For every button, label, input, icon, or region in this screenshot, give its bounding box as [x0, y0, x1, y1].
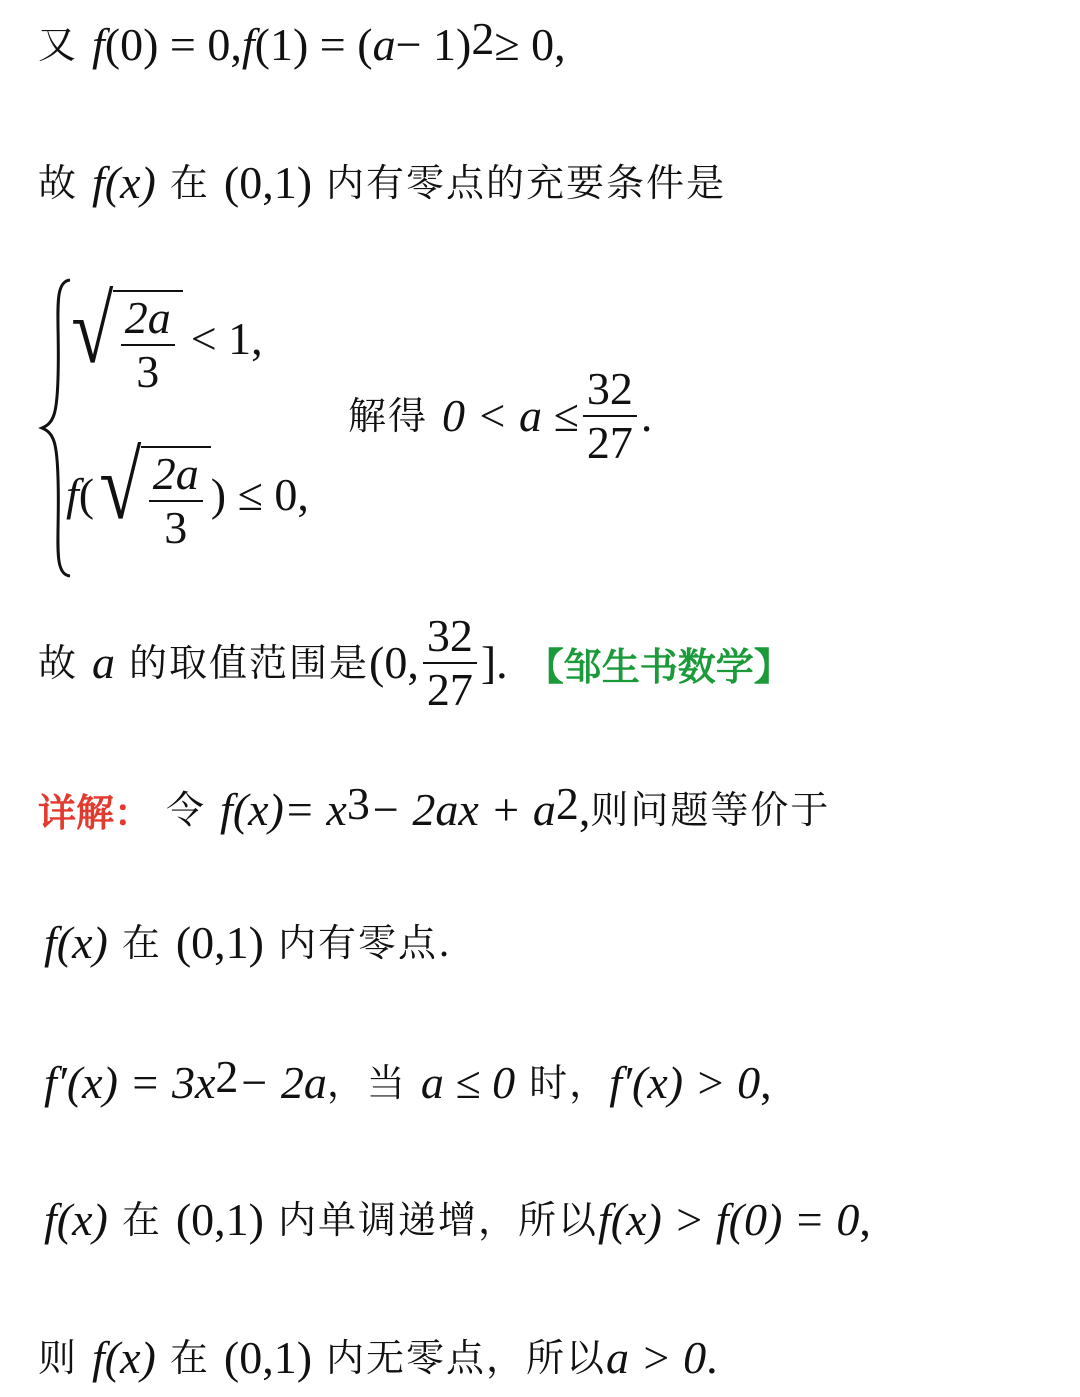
text-ling: 令: [166, 787, 207, 832]
line-3: [38, 612, 792, 715]
numerator: 2a: [152, 448, 199, 499]
math-lparen: (: [78, 469, 95, 521]
math-comma: ,: [578, 783, 591, 835]
text-range: 的取值范围是: [129, 641, 370, 686]
text-no-zero: 内无零点，所以: [326, 1336, 607, 1380]
numerator: 32: [426, 610, 473, 661]
math-ineq: 0 < a ≤: [442, 390, 579, 442]
math-x: (x): [56, 917, 108, 968]
line-4: [38, 777, 831, 837]
denominator: 27: [426, 664, 473, 716]
math-a-gt0: a > 0: [606, 1332, 707, 1383]
math-x: (x): [104, 157, 156, 208]
math-rparen-le0: ) ≤ 0,: [210, 469, 309, 521]
denominator: 27: [586, 417, 633, 469]
text-condition: 内有零点的充要条件是: [326, 161, 727, 205]
math-ge: ≥ 0,: [494, 19, 566, 70]
math-interval: (0,1): [175, 1194, 264, 1245]
math-minus1: − 1): [395, 19, 472, 70]
math-comma: ,: [760, 1057, 772, 1108]
math-interval: (0,1): [223, 1332, 313, 1383]
math-rbracket: ].: [480, 637, 508, 689]
math-ineq: f(x) > f(0) = 0: [598, 1194, 860, 1245]
math-fx: f(x): [92, 1332, 156, 1383]
math-x: (x): [232, 783, 284, 835]
brand-label: 【邹生书数学】: [525, 644, 792, 689]
sqrt: [94, 432, 211, 554]
denominator: 3: [136, 346, 160, 398]
math-cube: 3: [346, 777, 370, 829]
system-row-1: [66, 276, 263, 398]
solve-result: [348, 365, 652, 468]
text-gu: 故: [38, 161, 79, 205]
text-ze: 则: [38, 1336, 79, 1380]
line-2: [38, 157, 727, 208]
math-minus2a: − 2a: [238, 1057, 327, 1108]
math-f: f: [220, 783, 233, 835]
math-dot: .: [640, 390, 653, 442]
text-when: ，当: [326, 1061, 407, 1105]
math-f0: (0) = 0,: [104, 19, 242, 70]
math-interval: (0,1): [175, 917, 264, 968]
text-zai: 在: [169, 1336, 210, 1380]
math-eq-x: = x: [283, 783, 347, 835]
math-square: 2: [215, 1051, 239, 1102]
math-square: 2: [471, 13, 495, 64]
sqrt: [66, 276, 183, 398]
text-gu: 故: [38, 641, 79, 686]
text-zai: 在: [169, 161, 210, 205]
fraction: [423, 612, 477, 715]
radical-sign: √: [71, 276, 114, 383]
line-7: [44, 1194, 871, 1245]
line-8: [38, 1332, 718, 1383]
math-f: f: [92, 19, 105, 70]
math-f: f: [241, 19, 255, 70]
math-fprime-gt0: f′(x) > 0: [609, 1057, 761, 1108]
text-equivalent: 则问题等价于: [590, 787, 831, 832]
math-a-le0: a ≤ 0: [420, 1057, 516, 1108]
math-a: a: [372, 19, 396, 70]
text-increasing: 内单调递增，所以: [278, 1198, 599, 1242]
radical-sign: √: [99, 432, 142, 539]
text-zai: 在: [121, 1198, 162, 1242]
text-has-zero: 内有零点.: [278, 921, 453, 965]
math-square: 2: [555, 777, 579, 829]
math-fx: f(x): [44, 1194, 108, 1245]
numerator: 32: [586, 363, 633, 414]
text-shi: 时，: [529, 1061, 610, 1105]
system-row-2: [66, 432, 309, 554]
text-you: 又: [38, 23, 79, 67]
math-f1: (1) = (: [254, 19, 373, 70]
math-a: a: [92, 637, 116, 689]
math-f: f: [44, 917, 57, 968]
text-solve: 解得: [348, 394, 429, 439]
text-zai: 在: [121, 921, 162, 965]
math-interval: (0,1): [223, 157, 313, 208]
math-lt1: < 1,: [190, 313, 263, 365]
fraction: [583, 365, 637, 468]
fraction: [149, 450, 203, 553]
line-6: [44, 1051, 772, 1108]
numerator: 2a: [124, 292, 171, 343]
math-fprime: f′(x) = 3x: [44, 1057, 216, 1108]
math-comma: ,: [859, 1194, 871, 1245]
math-f: f: [66, 469, 79, 521]
math-lbracket: (0,: [369, 637, 419, 689]
denominator: 3: [164, 502, 188, 554]
math-period: .: [706, 1332, 718, 1383]
detail-label: 详解：: [38, 791, 153, 835]
line-1: [38, 13, 566, 70]
math-f: f: [92, 157, 105, 208]
fraction: [121, 294, 175, 397]
math-mid: − 2ax + a: [369, 783, 556, 835]
line-5: [44, 917, 453, 968]
